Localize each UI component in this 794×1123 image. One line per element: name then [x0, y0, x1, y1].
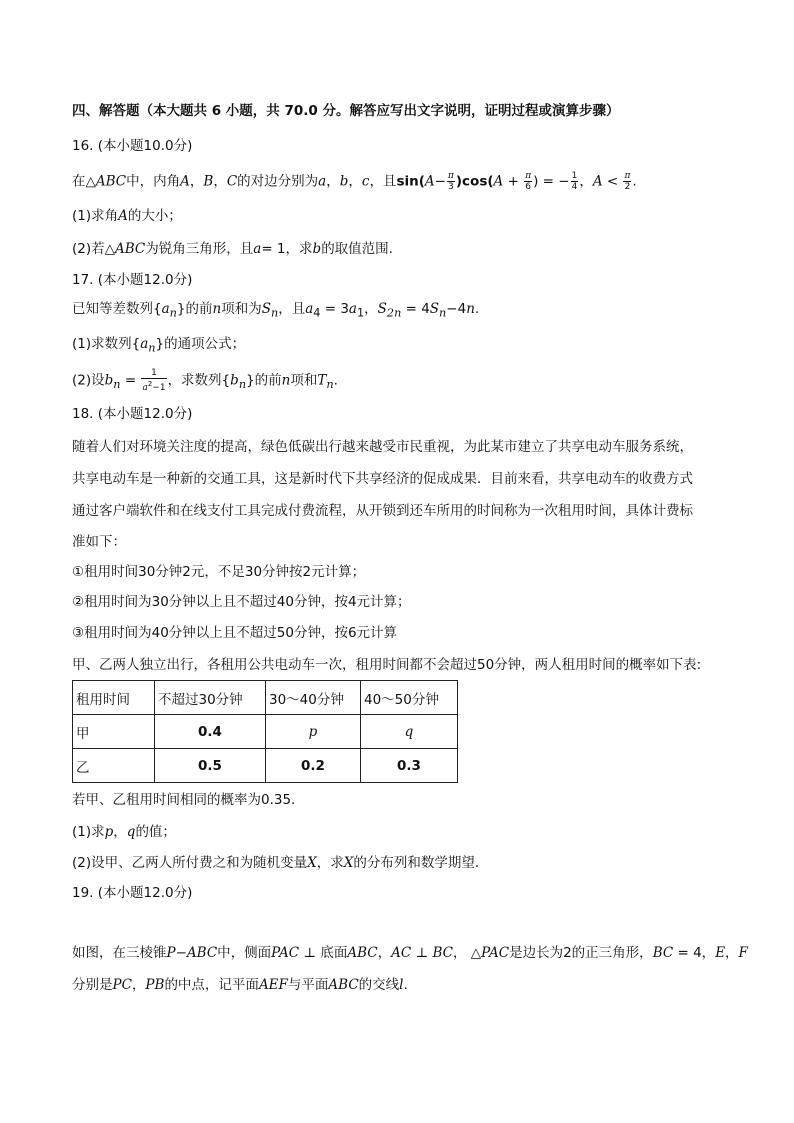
q16-text: 为锐角三角形，且: [145, 241, 254, 257]
q16-math: A: [592, 173, 603, 190]
table-cell: 甲: [73, 715, 155, 749]
q19-math: PB: [145, 977, 165, 993]
q17-sub: n: [439, 306, 447, 320]
q16-math: ) = −: [533, 173, 570, 190]
q17-math: = 3: [320, 301, 349, 317]
q17-math: b: [104, 372, 114, 389]
q18-rule: ②租用时间为30分钟以上且不超过40分钟，按4元计算；: [72, 594, 411, 610]
q17-header: 17. (本小题12.0分): [72, 272, 193, 288]
q17-math: −4: [446, 301, 467, 317]
q18-part2: [72, 854, 488, 872]
q18-intro: 甲、乙两人独立出行，各租用公共电动车一次，租用时间都不会超过50分钟，两人租用时间的概率如下表:: [72, 657, 702, 673]
table-cell: p: [266, 715, 361, 749]
q17-math: S: [261, 301, 271, 317]
q19-math: ABC: [328, 977, 359, 993]
probability-table: [72, 680, 458, 783]
q16-math: ABC: [115, 241, 146, 257]
q17-math: n: [466, 301, 475, 317]
q17-part1: [72, 335, 245, 358]
q19-text: 底面: [320, 945, 348, 961]
table-cell: 0.3: [361, 749, 458, 783]
q16-math: )cos(: [455, 173, 494, 190]
q18-header: 18. (本小题12.0分): [72, 406, 193, 422]
q19-math: E: [715, 945, 726, 961]
q17-math: S: [377, 301, 387, 317]
q17-text: ，且: [278, 301, 306, 317]
q19-text: 如图，在三棱锥: [72, 945, 167, 961]
table-header-cell: 40～50分钟: [361, 681, 458, 715]
q19-math: PAC ⊥: [271, 945, 321, 961]
q17-sub: n: [238, 378, 247, 392]
q17-math: =: [120, 372, 141, 389]
table-cell: q: [361, 715, 458, 749]
q17-text: (2)设: [72, 372, 105, 389]
q17-sup: 2: [147, 380, 153, 388]
q16-text: 中，内角: [126, 173, 181, 190]
q19-math: PC: [112, 977, 132, 993]
q19-text: ，: [377, 945, 392, 961]
q17-math: = 4: [401, 301, 430, 317]
q17-text: 项和: [290, 372, 318, 389]
q17-text: 已知等差数列{: [72, 301, 162, 317]
q18-para-line: 准如下：: [72, 534, 126, 550]
q18-condition: 若甲、乙租用时间相同的概率为0.35.: [72, 792, 296, 808]
q17-part2: [72, 368, 338, 394]
q19-stem-line2: [72, 976, 408, 994]
q16-text: (1)求角: [72, 208, 119, 224]
q16-part1: [72, 207, 182, 225]
q19-math: ABC: [347, 945, 378, 961]
q16-text: ，且: [369, 173, 397, 190]
q18-rule: ①租用时间30分钟2元，不足30分钟按2元计算；: [72, 564, 366, 580]
q16-math: c: [361, 173, 370, 190]
q16-math: A: [493, 173, 504, 190]
table-row: [73, 715, 458, 749]
q17-math: b: [230, 372, 239, 389]
q17-text: ，求数列{: [167, 372, 231, 389]
q17-math: a: [348, 301, 357, 317]
q17-math: T: [317, 372, 327, 389]
table-cell: 0.5: [155, 749, 266, 783]
q19-header: 19. (本小题12.0分): [72, 885, 193, 901]
q16-header: 16. (本小题10.0分): [72, 138, 193, 154]
q19-math: BC: [652, 945, 674, 961]
q18-math: X: [307, 855, 317, 871]
q16-math: A: [180, 173, 190, 190]
table-header-cell: 30～40分钟: [266, 681, 361, 715]
table-row: [73, 749, 458, 783]
q18-rule: ③租用时间为40分钟以上且不超过50分钟，按6元计算: [72, 625, 398, 641]
section-title: 四、解答题（本大题共 6 小题，共 70.0 分。解答应写出文字说明，证明过程或演算步骤）: [72, 103, 620, 119]
q16-fraction: [524, 171, 532, 192]
q18-para-line: 共享电动车是一种新的交通工具，这是新时代下共享经济的促成成果．目前来看，共享电动车的收费方式: [72, 471, 693, 487]
q19-text: 分别是: [72, 977, 113, 993]
q17-fraction-num: 1: [141, 368, 166, 379]
q17-text: (1)求数列{: [72, 336, 141, 352]
q16-math: −: [434, 173, 446, 190]
table-cell: 0.2: [266, 749, 361, 783]
q16-text: 在: [72, 173, 86, 190]
q19-text: 中，侧面: [217, 945, 272, 961]
q17-text: }的前: [246, 372, 282, 389]
q16-text: (2)若: [72, 241, 105, 257]
q19-stem-line1: [72, 944, 748, 962]
q17-sub: n: [113, 378, 121, 392]
q17-stem: 已知等差数列$\{a_n\}$的前n项和为$S_n$，且$a_4 = 3a_1$，$S_{2n} = 4S_n-4n$.: [72, 301, 480, 320]
q16-text: △: [104, 241, 116, 257]
q17-fraction-den: [141, 379, 166, 393]
q16-math: ABC: [95, 173, 127, 190]
q16-text: 的对边分别为: [237, 173, 319, 190]
q19-math: F: [738, 945, 748, 961]
q18-text: (2)设甲、乙两人所付费之和为随机变量: [72, 855, 308, 871]
q18-text: ，求: [316, 855, 344, 871]
q17-math: n: [212, 301, 222, 317]
q18-text: ，: [113, 824, 127, 840]
table-header-cell: 租用时间: [73, 681, 155, 715]
q16-math: B: [203, 173, 214, 190]
q17-sub: 1: [356, 306, 365, 320]
q17-text: .: [474, 301, 480, 317]
q16-text: = 1，求: [261, 241, 313, 257]
q16-math: A: [424, 173, 435, 190]
q16-math: b: [312, 241, 322, 257]
q17-math: a: [140, 336, 149, 352]
q16-text: 的取值范围.: [321, 241, 393, 257]
q16-part2: [72, 240, 393, 258]
q18-part1: [72, 823, 176, 841]
q16-math: a: [318, 173, 327, 190]
q18-math: X: [343, 855, 354, 871]
q16-math: sin(: [396, 173, 425, 190]
table-header-cell: 不超过30分钟: [155, 681, 266, 715]
q16-math: C: [226, 173, 238, 190]
q16-fraction-num: π: [525, 171, 532, 181]
q16-math: +: [507, 173, 519, 190]
q18-text: 的分布列和数学期望．: [353, 855, 489, 871]
q18-math: p: [104, 824, 114, 840]
q16-text: △: [85, 173, 96, 190]
q16-math: b: [339, 173, 349, 190]
q19-math: l: [399, 977, 404, 993]
q17-math: a: [142, 383, 148, 393]
q17-sub: n: [326, 378, 334, 392]
q17-text: .: [333, 372, 338, 389]
q19-math: AEF: [258, 977, 288, 993]
q16-fraction-num: π: [447, 171, 454, 181]
q18-para-line: 通过客户端软件和在线支付工具完成付费流程，从开锁到还车所用的时间称为一次租用时间，具体计费标: [72, 503, 693, 519]
q16-math: <: [606, 173, 619, 190]
q17-fraction: [141, 368, 166, 393]
table-cell: 乙: [73, 749, 155, 783]
q17-sub: n: [148, 341, 156, 355]
q17-text: 项和为: [221, 301, 262, 317]
q16-fraction-num: π: [624, 171, 631, 181]
q17-text: }的前: [176, 301, 213, 317]
q16-fraction-den: 4: [571, 182, 578, 192]
q19-text: .: [403, 977, 408, 993]
q17-math: a: [161, 301, 170, 317]
q19-text: ，: [131, 977, 146, 993]
q16-fraction: [571, 171, 579, 192]
q17-sub: n: [270, 306, 279, 320]
q19-text: 是边长为2的正三角形，: [509, 945, 653, 961]
q19-math: PAC: [481, 945, 510, 961]
q16-fraction-den: 2: [624, 182, 631, 192]
q18-text: (1)求: [72, 824, 105, 840]
q19-text: ， △: [452, 945, 482, 961]
q18-text: 的值；: [135, 824, 176, 840]
q16-text: 的大小；: [127, 208, 182, 224]
q17-sub: n: [169, 306, 177, 320]
q17-math: n: [281, 372, 291, 389]
q16-stem: 在△ABC中，内角A，B，C的对边分别为a，b，c，且sin(A− $\frac{\pi}{3}$ )cos(A + $\frac{\pi}{6}$ ) = − $\frac{1}{4}$ ，A < $\frac{\pi}{2}$ .: [72, 171, 637, 192]
q17-sub: 2n: [386, 306, 402, 320]
q16-math: a: [253, 241, 262, 257]
q16-fraction-den: 6: [525, 182, 532, 192]
q16-fraction-den: 3: [448, 182, 454, 192]
q17-math: −1: [152, 383, 166, 393]
q19-math: AC ⊥ BC: [391, 945, 453, 961]
q17-math: a: [305, 301, 314, 317]
q16-fraction: [623, 171, 631, 192]
q19-math: P−ABC: [166, 945, 218, 961]
q19-text: 的中点，记平面: [164, 977, 259, 993]
table-header-row: [73, 681, 458, 715]
q19-text: ，: [725, 945, 739, 961]
q16-fraction: [447, 171, 455, 192]
q19-text: 与平面: [287, 977, 329, 993]
q16-math: A: [118, 208, 128, 224]
q18-math: q: [126, 824, 136, 840]
q17-text: }的通项公式；: [155, 336, 246, 352]
q17-math: S: [429, 301, 440, 317]
q17-sub: 4: [313, 306, 321, 320]
q18-para-line: 随着人们对环境关注度的提高，绿色低碳出行越来越受市民重视，为此某市建立了共享电动车服务系统，: [72, 439, 693, 455]
q19-text: = 4，: [673, 945, 716, 961]
q19-text: 的交线: [358, 977, 400, 993]
table-cell: 0.4: [155, 715, 266, 749]
q16-fraction-num: 1: [571, 171, 578, 181]
